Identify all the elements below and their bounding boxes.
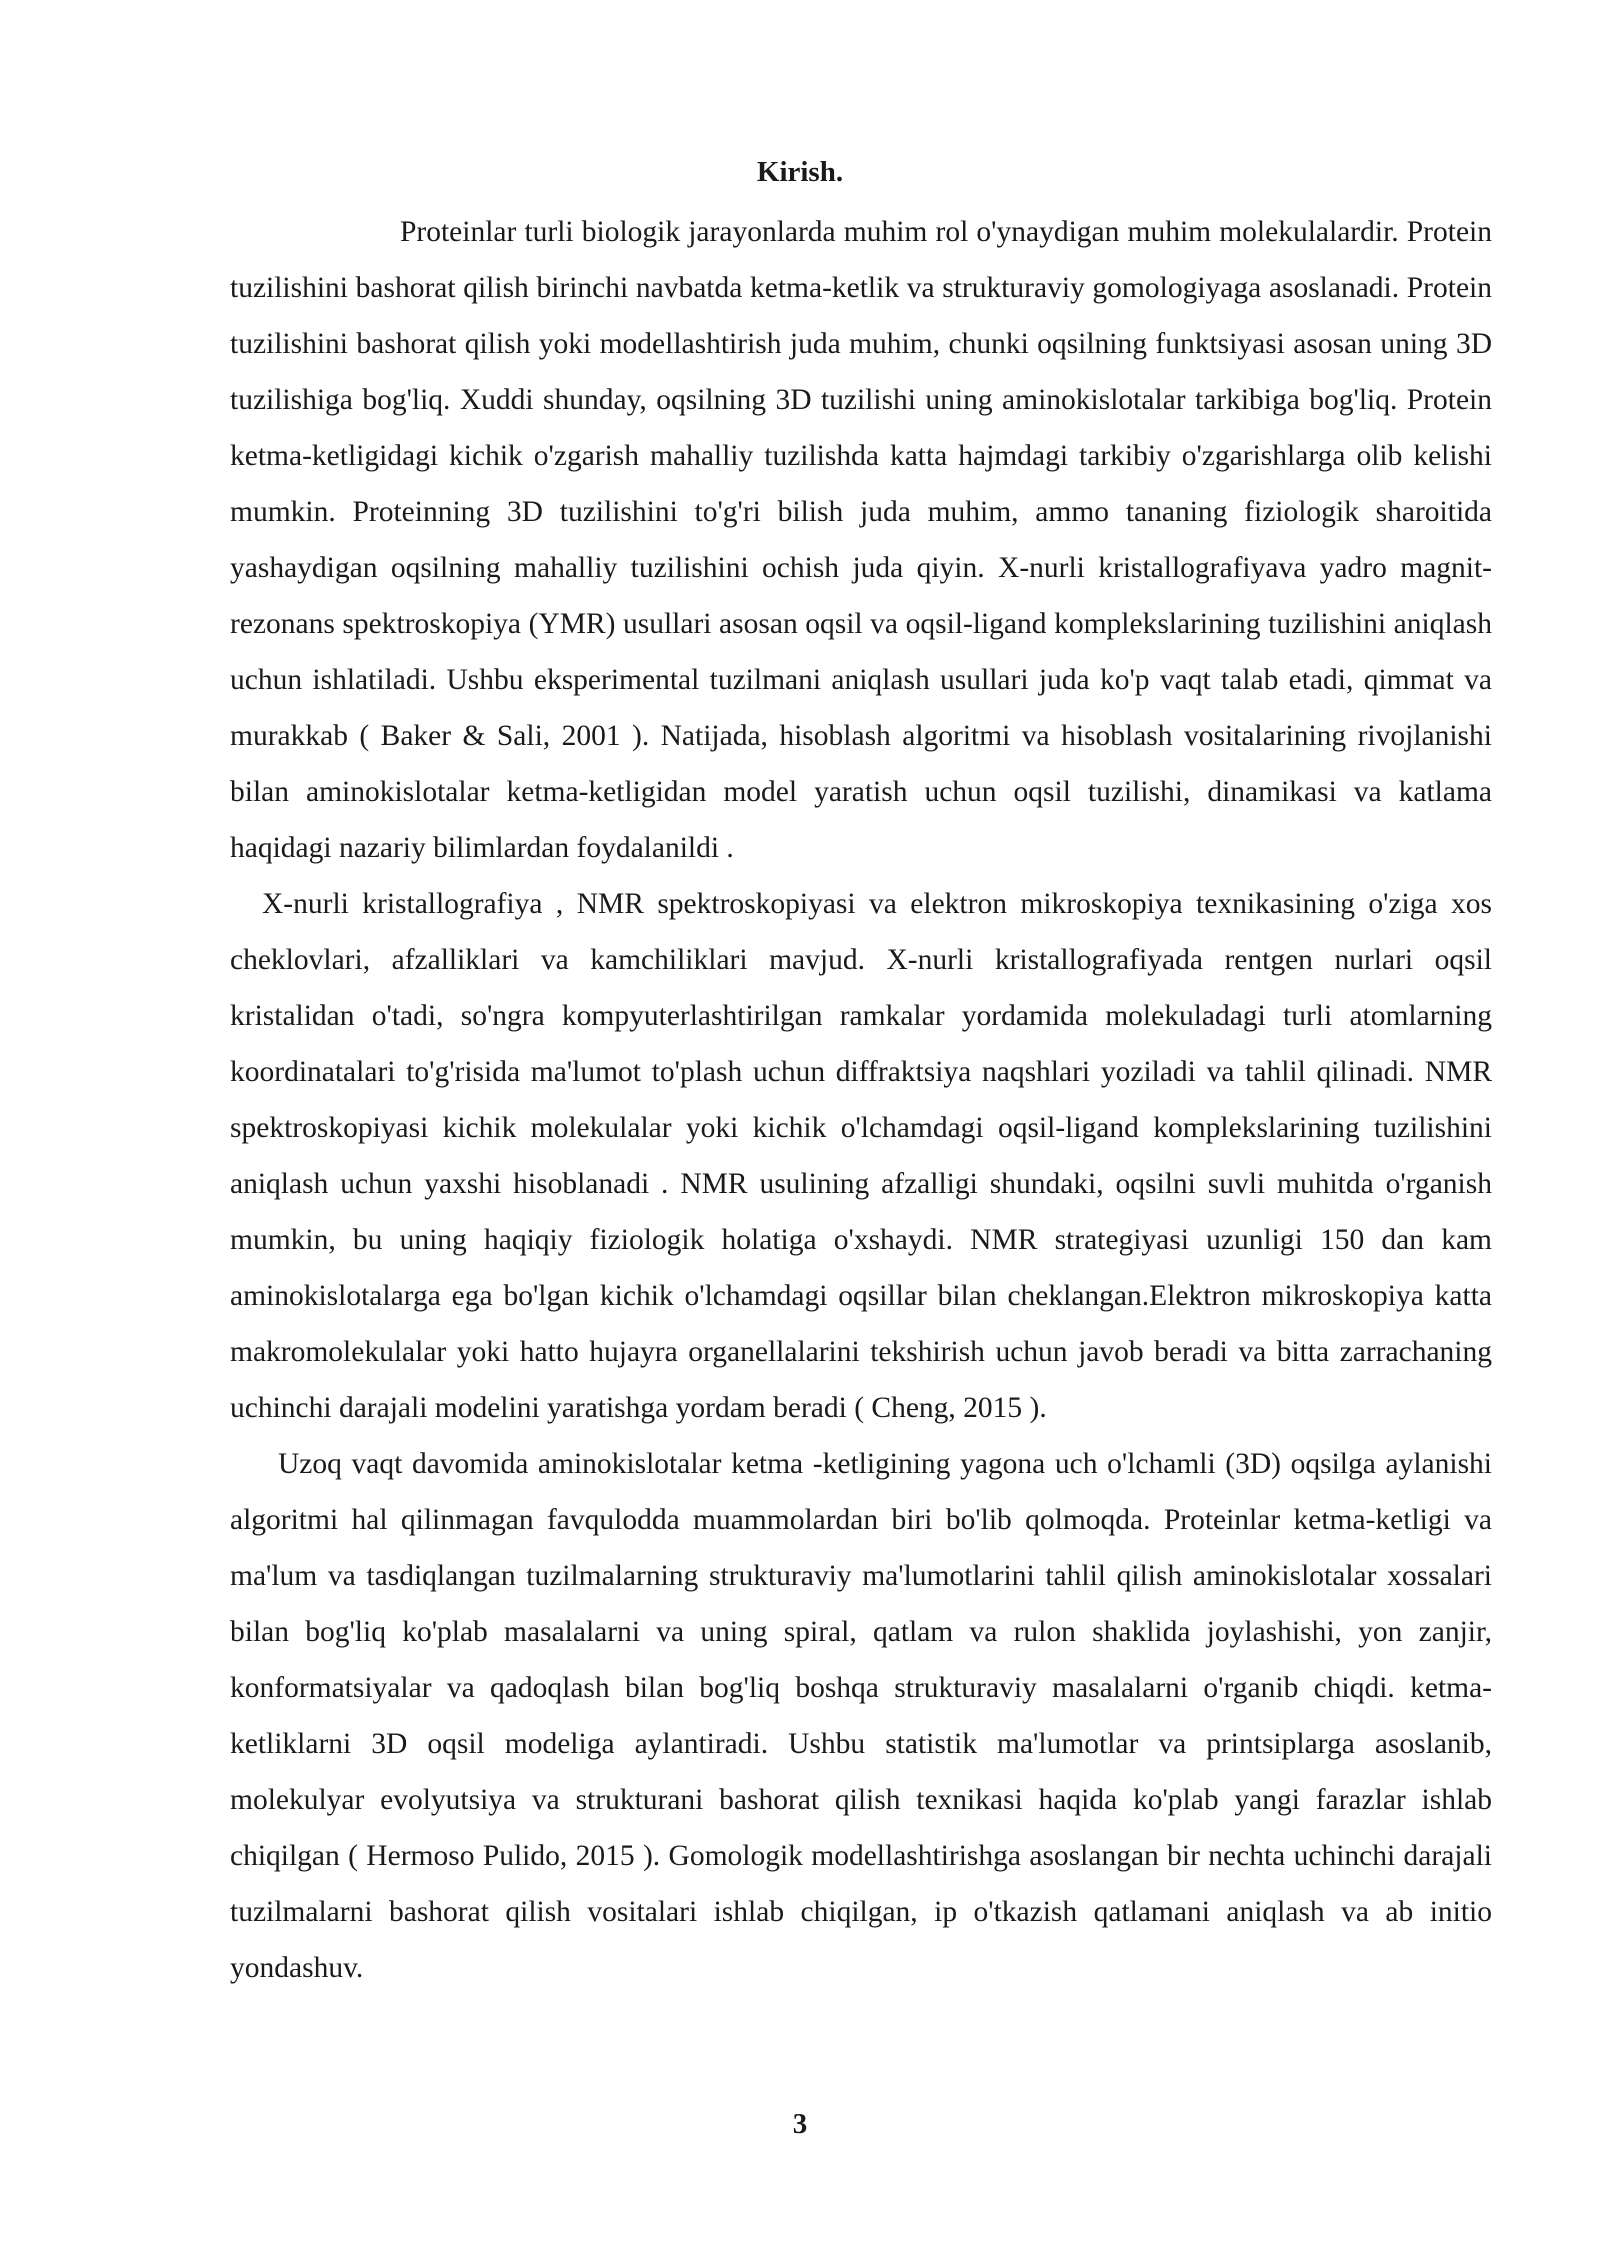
paragraph-algorithms: Uzoq vaqt davomida aminokislotalar ketma -ketligining yagona uch o'lchamli (3D) oqsilga aylanishi algoritmi hal qilinmagan favqulodda muammolardan biri bo'lib qolmoqda. Proteinlar ketma-ketligi va ma'lum va tasdiqlangan tuzilmalarning strukturaviy ma'lumotlarini tahlil qilish aminokislotalar xossalari bilan bog'liq ko'plab masalalarni va uning spiral, qatlam va rulon shaklida joylashishi, yon zanjir, konformatsiyalar va qadoqlash bilan bog'liq boshqa strukturaviy masalalarni o'rganib chiqdi. ketma-ketliklarni 3D oqsil modeliga aylantiradi. Ushbu statistik ma'lumotlar va printsiplarga asoslanib, molekulyar evolyutsiya va strukturani bashorat qilish texnikasi haqida ko'plab yangi farazlar ishlab chiqilgan ( Hermoso Pulido, 2015 ). Gomologik modellashtirishga asoslangan bir nechta uchinchi darajali tuzilmalarni bashorat qilish vositalari ishlab chiqilgan, ip o'tkazish qatlamani aniqlash va ab initio yondashuv. [230,1448,1492,1984]
paragraph-methods: X-nurli kristallografiya , NMR spektroskopiyasi va elektron mikroskopiya texnikasining o'ziga xos cheklovlari, afzalliklari va kamchiliklari mavjud. X-nurli kristallografiyada rentgen nurlari oqsil kristalidan o'tadi, so'ngra kompyuterlashtirilgan ramkalar yordamida molekuladagi turli atomlarning koordinatalari to'g'risida ma'lumot to'plash uchun diffraktsiya naqshlari yoziladi va tahlil qilinadi. NMR spektroskopiyasi kichik molekulalar yoki kichik o'lchamdagi oqsil-ligand komplekslarining tuzilishini aniqlash uchun yaxshi hisoblanadi . NMR usulining afzalligi shundaki, oqsilni suvli muhitda o'rganish mumkin, bu uning haqiqiy fiziologik holatiga o'xshaydi. NMR strategiyasi uzunligi 150 dan kam aminokislotalarga ega bo'lgan kichik o'lchamdagi oqsillar bilan cheklangan.Elektron mikroskopiya katta makromolekulalar yoki hatto hujayra organellalarini tekshirish uchun javob beradi va bitta zarrachaning uchinchi darajali modelini yaratishga yordam beradi ( Cheng, 2015 ). [230,888,1492,1424]
page-number: 3 [792,2108,808,2140]
body-text [230,204,1492,1996]
section-title: Kirish. [756,156,844,188]
paragraph-introduction: Proteinlar turli biologik jarayonlarda muhim rol o'ynaydigan muhim molekulalardir. Protein tuzilishini bashorat qilish birinchi navbatda ketma-ketlik va strukturaviy gomologiyaga asoslanadi. Protein tuzilishini bashorat qilish yoki modellashtirish juda muhim, chunki oqsilning funktsiyasi asosan uning 3D tuzilishiga bog'liq. Xuddi shunday, oqsilning 3D tuzilishi uning aminokislotalar tarkibiga bog'liq. Protein ketma-ketligidagi kichik o'zgarish mahalliy tuzilishda katta hajmdagi tarkibiy o'zgarishlarga olib kelishi mumkin. Proteinning 3D tuzilishini to'g'ri bilish juda muhim, ammo tananing fiziologik sharoitida yashaydigan oqsilning mahalliy tuzilishini ochish juda qiyin. X-nurli kristallografiyava yadro magnit-rezonans spektroskopiya (YMR) usullari asosan oqsil va oqsil-ligand komplekslarining tuzilishini aniqlash uchun ishlatiladi. Ushbu eksperimental tuzilmani aniqlash usullari juda ko'p vaqt talab etadi, qimmat va murakkab ( Baker & Sali, 2001 ). Natijada, hisoblash algoritmi va hisoblash vositalarining rivojlanishi bilan aminokislotalar ketma-ketligidan model yaratish uchun oqsil tuzilishi, dinamikasi va katlama haqidagi nazariy bilimlardan foydalanildi . [230,216,1492,864]
